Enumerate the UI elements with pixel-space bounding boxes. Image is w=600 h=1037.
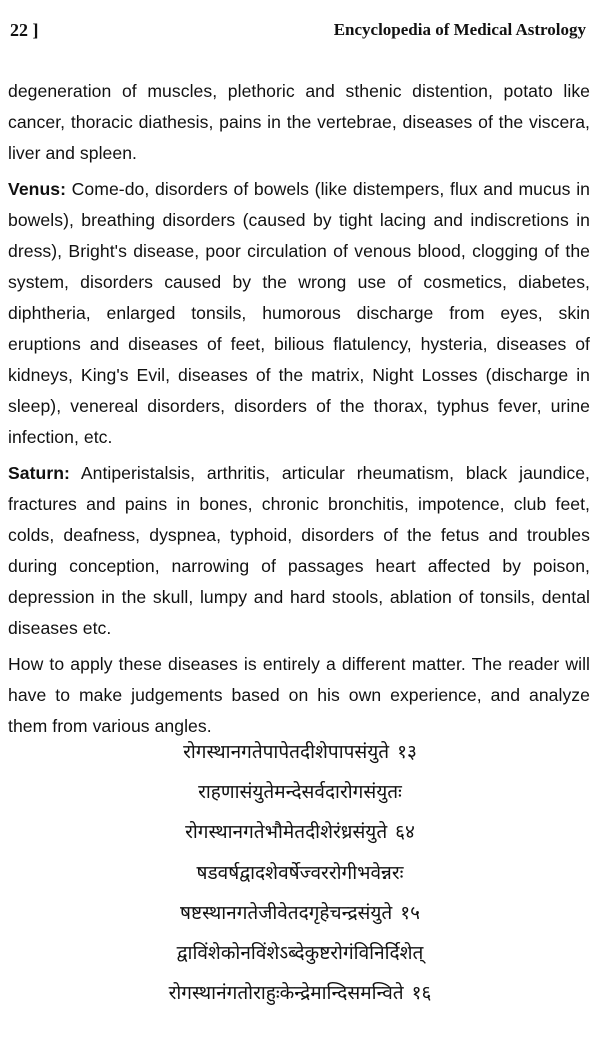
- paragraph-label: Venus:: [8, 179, 66, 199]
- paragraph-text: degeneration of muscles, plethoric and sthenic distention, potato like cancer, thoracic diathesis, pains in the vertebrae, diseases of the viscera, liver and spleen.: [8, 81, 590, 163]
- verse-line: [0, 853, 600, 893]
- verse-text: षडवर्षद्वादशेवर्षेज्वररोगीभवेन्नरः: [196, 861, 404, 884]
- body-text: [8, 76, 590, 742]
- sanskrit-verses: [0, 732, 600, 1013]
- page-number: 22 ]: [10, 20, 39, 40]
- paragraph-application: [8, 649, 590, 742]
- paragraph-label: Saturn:: [8, 463, 70, 483]
- verse-text: द्वाविंशेकोनविंशेऽब्देकुष्टरोगंविनिर्दिशेत्: [176, 942, 424, 965]
- verse-line: [0, 973, 600, 1013]
- verse-line: [0, 893, 600, 933]
- verse-number: १६: [411, 982, 432, 1005]
- verse-number: १५: [400, 901, 420, 924]
- paragraph-venus: [8, 174, 590, 453]
- running-title: Encyclopedia of Medical Astrology: [333, 20, 586, 39]
- paragraph-saturn: [8, 458, 590, 644]
- verse-number: १३: [397, 741, 417, 763]
- verse-line: [0, 812, 600, 852]
- paragraph-text: How to apply these diseases is entirely a different matter. The reader will have to make judgements based on his own experience, and analyze them from various angles.: [8, 654, 590, 736]
- verse-line: [0, 772, 600, 812]
- paragraph-text: Come-do, disorders of bowels (like distempers, flux and mucus in bowels), breathing disorders (caused by tight lacing and indiscretions in dress), Bright's disease, poor circulation of venous blood, clogging of the system, disorders caused by the wrong use of cosmetics, diabetes, diphtheria, enlarged tonsils, humorous discharge from eyes, skin eruptions and diseases of feet, bilious flatulency, hysteria, diseases of kidneys, King's Evil, diseases of the matrix, Night Losses (discharge in sleep), venereal disorders, disorders of the thorax, typhus fever, urine infection, etc.: [8, 179, 590, 447]
- paragraph-continuation: [8, 76, 590, 169]
- page-header: [10, 14, 586, 44]
- verse-text: रोगस्थानंगतोराहुःकेन्द्रेमान्दिसमन्विते: [168, 982, 404, 1005]
- verse-text: राहणासंयुतेमन्देसर्वदारोगसंयुतः: [198, 781, 402, 804]
- verse-line: [0, 732, 600, 772]
- paragraph-text: Antiperistalsis, arthritis, articular rheumatism, black jaundice, fractures and pains in bones, chronic bronchitis, impotence, club feet, colds, deafness, dyspnea, typhoid, disorders of the fetus and troubles during conception, narrowing of passages heart affected by poison, depression in the skull, lumpy and hard stools, ablation of tonsils, dental diseases etc.: [8, 463, 590, 638]
- verse-text: रोगस्थानगतेपापेतदीशेपापसंयुते: [183, 741, 390, 763]
- verse-text: रोगस्थानगतेभौमेतदीशेरंध्रसंयुते: [185, 821, 388, 844]
- verse-number: ६४: [395, 821, 415, 844]
- verse-line: [0, 933, 600, 973]
- verse-text: षष्टस्थानगतेजीवेतदगृहेचन्द्रसंयुते: [180, 901, 393, 924]
